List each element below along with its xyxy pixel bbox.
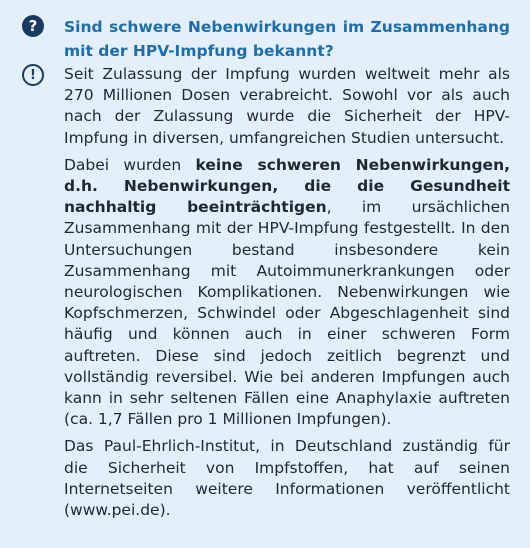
faq-question: Sind schwere Nebenwirkungen im Zusammenhang mit der HPV-Impfung bekannt?	[64, 18, 510, 60]
answer-paragraph-3: Das Paul-Ehrlich-Institut, in Deutschland zuständig für die Sicherheit von Impfstoffen, hat auf seinen Internetseiten weitere Informationen veröffentlicht (www.pei.de).	[64, 437, 510, 520]
faq-answer	[64, 64, 510, 527]
question-mark-circle-icon: ?	[22, 15, 44, 37]
paragraph-2-rest: , im ursächlichen Zusammenhang mit der HPV-Impfung festgestellt. In den Untersuchungen bestand insbesondere kein Zusammenhang mit Autoimmunerkrankungen oder neurologischen Komplikationen. Nebenwirkungen wie Kopfschmerzen, Schwindel oder Abgeschlagenheit sind häufig und können auch in einer schweren Form auftreten. Diese sind jedoch zeitlich begrenzt und vollständig reversibel. Wie bei anderen Impfungen auch kann in sehr seltenen Fällen eine Anaphylaxie auftreten (ca. 1,7 Fällen pro 1 Millionen Impfungen).	[64, 198, 511, 429]
exclamation-circle-icon: !	[22, 64, 44, 86]
paragraph-2-intro: Dabei wurden	[64, 155, 196, 174]
answer-paragraph-2	[64, 155, 510, 431]
paragraph-2-emphasis: keine schweren Nebenwirkungen, d.h. Nebenwirkungen, die die Gesundheit nachhaltig beeinträchtigen	[64, 155, 510, 217]
answer-paragraph-1: Seit Zulassung der Impfung wurden weltweit mehr als 270 Millionen Dosen verabreicht. Sowohl vor als auch nach der Zulassung wurde die Sicherheit der HPV-Impfung in diversen, umfangreichen Studien untersucht.	[64, 65, 510, 147]
